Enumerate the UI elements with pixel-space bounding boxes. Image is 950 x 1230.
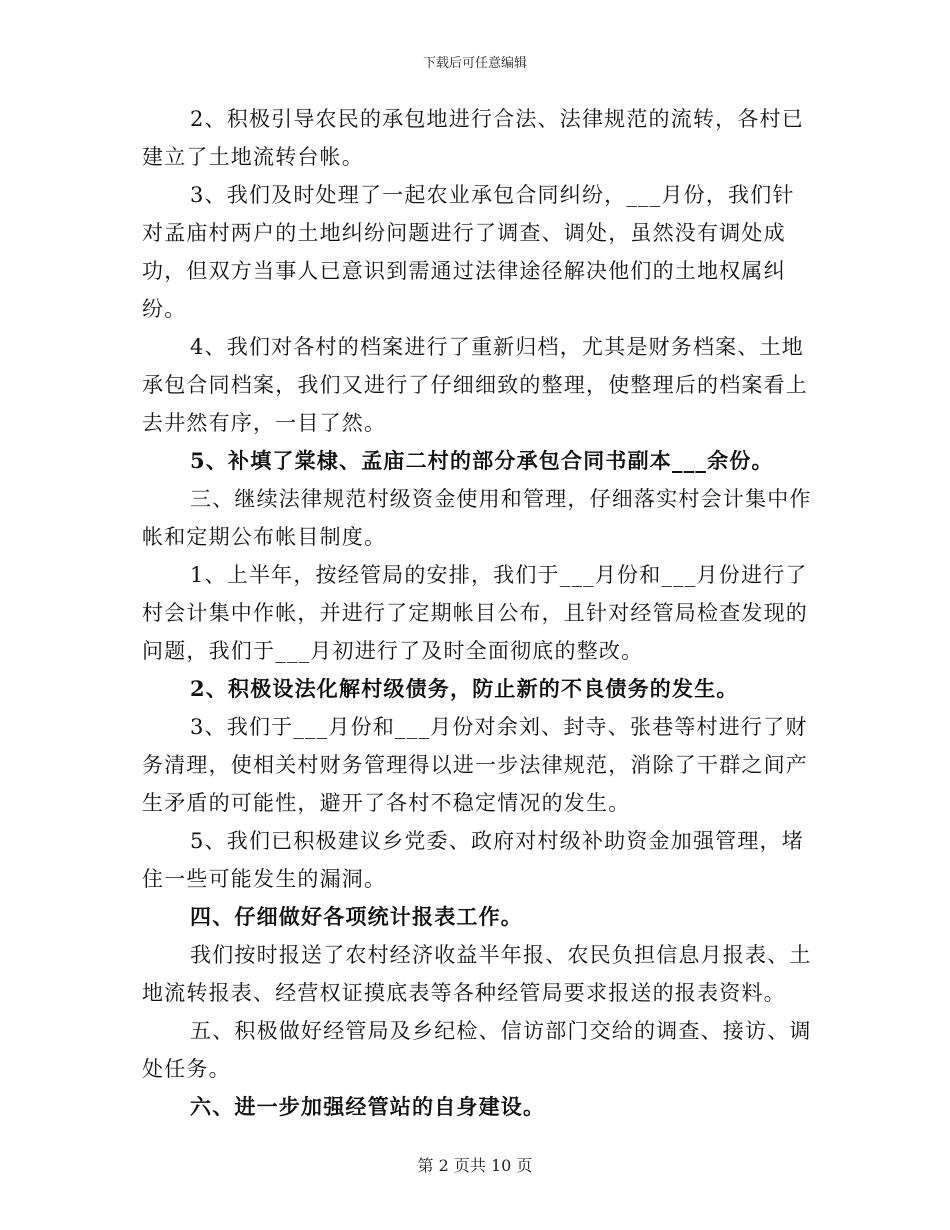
- section-heading: 四、仔细做好各项统计报表工作。: [190, 904, 523, 929]
- paragraph: 3、我们于___月份和___月份对余刘、封寺、张巷等村进行了财务清理，使相关村财务管理得以进一步法律规范，消除了干群之间产生矛盾的可能性，避开了各村不稳定情况的发生。: [142, 715, 808, 815]
- document-body: [142, 100, 814, 1126]
- paragraph: 2、积极设法化解村级债务，防止新的不良债务的发生。: [190, 676, 739, 701]
- paragraph: 5、我们已积极建议乡党委、政府对村级补助资金加强管理，堵住一些可能发生的漏洞。: [142, 829, 804, 891]
- paragraph: 3、我们及时处理了一起农业承包合同纠纷，___月份，我们针对孟庙村两户的土地纠纷问题进行了调查、调处，虽然没有调处成功，但双方当事人已意识到需通过法律途径解决他们的土地权属纠纷。: [142, 183, 795, 321]
- paragraph: 2、积极引导农民的承包地进行合法、法律规范的流转，各村已建立了土地流转台帐。: [142, 107, 804, 169]
- page-footer: 第 2 页共 10 页: [417, 1156, 533, 1175]
- section-heading: 五、积极做好经管局及乡纪检、信访部门交给的调查、接访、调处任务。: [142, 1019, 812, 1081]
- page-header: 下载后可任意编辑: [422, 56, 527, 71]
- section-heading: 六、进一步加强经管站的自身建设。: [190, 1094, 546, 1119]
- section-heading: 三、继续法律规范村级资金使用和管理，仔细落实村会计集中作帐和定期公布帐目制度。: [142, 487, 812, 549]
- paragraph: 4、我们对各村的档案进行了重新归档，尤其是财务档案、土地承包合同档案，我们又进行了仔细细致的整理，使整理后的档案看上去井然有序，一目了然。: [142, 335, 808, 435]
- paragraph: 我们按时报送了农村经济收益半年报、农民负担信息月报表、土地流转报表、经营权证摸底表等各种经管局要求报送的报表资料。: [142, 943, 812, 1005]
- paragraph: 5、补填了棠棣、孟庙二村的部分承包合同书副本___余份。: [190, 448, 774, 473]
- paragraph: 1、上半年，按经管局的安排，我们于___月份和___月份进行了村会计集中作帐，并进行了定期帐目公布，且针对经管局检查发现的问题，我们于___月初进行了及时全面彻底的整改。: [142, 563, 808, 663]
